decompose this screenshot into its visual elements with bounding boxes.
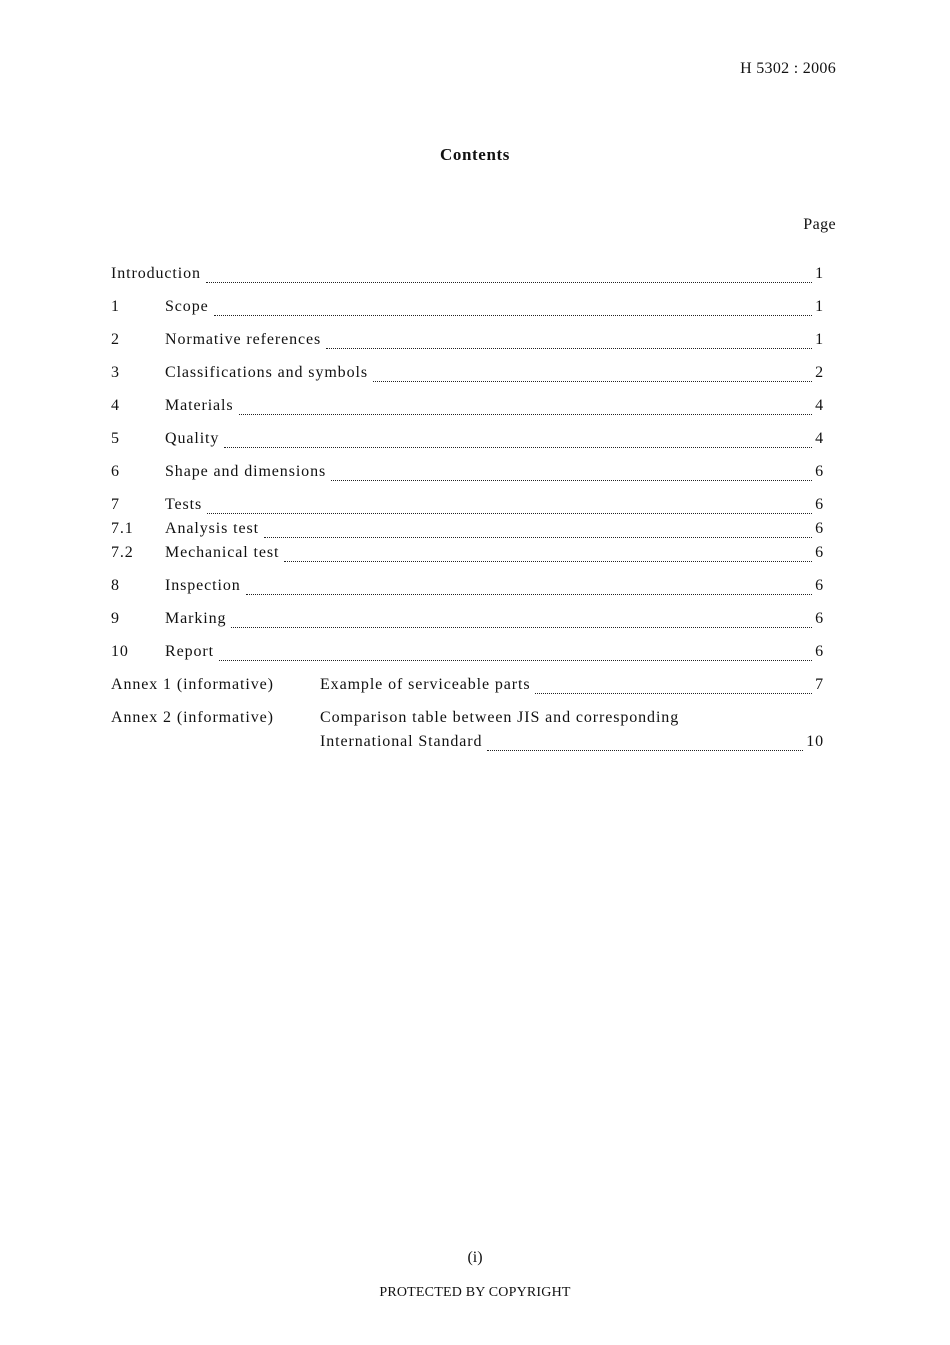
toc-entry-page: 1 <box>815 298 824 315</box>
toc-entry-page: 6 <box>815 610 824 627</box>
dot-leader <box>206 282 812 283</box>
toc-entry-clause-1[interactable] <box>111 298 824 320</box>
annex-label: Annex 1 (informative) <box>111 676 274 693</box>
toc-entry-page: 6 <box>815 577 824 594</box>
dot-leader <box>326 348 812 349</box>
dot-leader <box>231 627 812 628</box>
toc-entry-clause-7-1[interactable] <box>111 520 824 542</box>
toc-entry-number: 6 <box>111 463 120 480</box>
toc-entry-annex-2-continuation[interactable] <box>111 733 824 755</box>
toc-entry-number: 10 <box>111 643 129 660</box>
toc-entry-clause-10[interactable] <box>111 643 824 665</box>
toc-entry-page: 6 <box>815 544 824 561</box>
toc-entry-title: Introduction <box>111 265 201 282</box>
dot-leader <box>219 660 812 661</box>
toc-entry-clause-9[interactable] <box>111 610 824 632</box>
dot-leader <box>214 315 812 316</box>
dot-leader <box>239 414 813 415</box>
toc-entry-page: 4 <box>815 397 824 414</box>
toc-entry-number: 7.1 <box>111 520 134 537</box>
toc-entry-number: 4 <box>111 397 120 414</box>
toc-entry-number: 7 <box>111 496 120 513</box>
toc-entry-title: Report <box>165 643 214 660</box>
toc-entry-title-line-1: Comparison table between JIS and corresponding <box>320 709 680 726</box>
toc-entry-page: 6 <box>815 520 824 537</box>
page-column-label: Page <box>803 216 836 233</box>
dot-leader <box>487 750 803 751</box>
dot-leader <box>224 447 812 448</box>
toc-entry-page: 7 <box>815 676 824 693</box>
toc-entry-title: Classifications and symbols <box>165 364 368 381</box>
toc-entry-annex-2[interactable] <box>111 709 824 731</box>
toc-entry-clause-2[interactable] <box>111 331 824 353</box>
toc-entry-title: Normative references <box>165 331 322 348</box>
toc-entry-clause-4[interactable] <box>111 397 824 419</box>
toc-entry-title: Example of serviceable parts <box>320 676 531 693</box>
toc-entry-title: Materials <box>165 397 234 414</box>
toc-entry-page: 6 <box>815 496 824 513</box>
dot-leader <box>331 480 812 481</box>
toc-entry-number: 1 <box>111 298 120 315</box>
toc-entry-page: 6 <box>815 463 824 480</box>
toc-entry-clause-7[interactable] <box>111 496 824 518</box>
toc-entry-page: 4 <box>815 430 824 447</box>
toc-entry-title: Shape and dimensions <box>165 463 327 480</box>
toc-entry-page: 10 <box>806 733 824 750</box>
toc-entry-title: Marking <box>165 610 227 627</box>
toc-entry-title: Analysis test <box>165 520 259 537</box>
annex-label: Annex 2 (informative) <box>111 709 274 726</box>
dot-leader <box>373 381 812 382</box>
toc-entry-page: 1 <box>815 331 824 348</box>
contents-title: Contents <box>440 145 510 164</box>
toc-entry-title: Scope <box>165 298 209 315</box>
toc-entry-page: 1 <box>815 265 824 282</box>
toc-entry-title: Quality <box>165 430 220 447</box>
toc-entry-title: Mechanical test <box>165 544 280 561</box>
toc-entry-title: Tests <box>165 496 203 513</box>
toc-entry-title: Inspection <box>165 577 241 594</box>
dot-leader <box>207 513 812 514</box>
dot-leader <box>264 537 812 538</box>
toc-entry-annex-1[interactable] <box>111 676 824 698</box>
toc-entry-number: 3 <box>111 364 120 381</box>
toc-entry-page: 2 <box>815 364 824 381</box>
copyright-notice: PROTECTED BY COPYRIGHT <box>379 1285 571 1300</box>
toc-entry-number: 2 <box>111 331 120 348</box>
dot-leader <box>535 693 812 694</box>
document-code: H 5302 : 2006 <box>740 60 836 77</box>
toc-entry-clause-5[interactable] <box>111 430 824 452</box>
footer-page-number: (i) <box>467 1249 483 1266</box>
toc-entry-clause-3[interactable] <box>111 364 824 386</box>
dot-leader <box>246 594 812 595</box>
toc-entry-number: 7.2 <box>111 544 134 561</box>
toc-entry-number: 8 <box>111 577 120 594</box>
toc-entry-clause-8[interactable] <box>111 577 824 599</box>
dot-leader <box>284 561 812 562</box>
toc-entry-number: 9 <box>111 610 120 627</box>
toc-entry-clause-7-2[interactable] <box>111 544 824 566</box>
toc-entry-title-line-2: International Standard <box>320 733 483 750</box>
toc-entry-introduction[interactable] <box>111 265 824 287</box>
toc-entry-number: 5 <box>111 430 120 447</box>
toc-entry-page: 6 <box>815 643 824 660</box>
toc-entry-clause-6[interactable] <box>111 463 824 485</box>
